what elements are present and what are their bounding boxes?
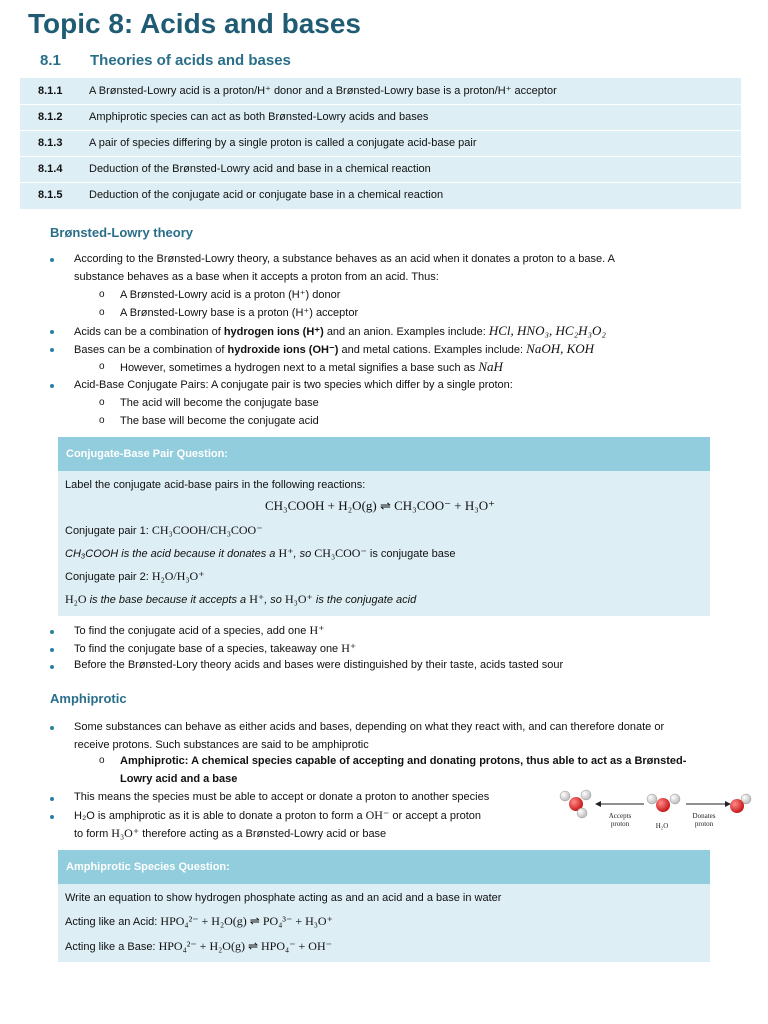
- pair2-note-water: H₂O: [65, 592, 87, 606]
- bullet-dot: [50, 258, 54, 262]
- objective-code: 8.1.2: [38, 111, 63, 123]
- objectives-table: [20, 78, 741, 209]
- water-text-post: therefore acting as a Brønsted-Lowry acid or base: [142, 828, 387, 840]
- bullet-dot: [50, 384, 54, 388]
- sub-bullet-acid: A Brønsted-Lowry acid is a proton (H⁺) donor: [120, 289, 341, 301]
- water-text-post: or accept a proton: [392, 810, 482, 822]
- donates-proton-caption: Donates proton: [692, 812, 716, 828]
- objective-row: [20, 182, 741, 208]
- objective-row: [20, 104, 741, 130]
- sub-bullet-circle: o: [99, 307, 105, 318]
- pair2-value: H₂O/H₃O⁺: [151, 569, 205, 583]
- water-molecule-figure: [556, 786, 756, 836]
- bases-examples: NaOH, KOH: [526, 341, 595, 356]
- acids-bold: hydrogen ions (H⁺): [223, 326, 324, 338]
- nah-text: However, sometimes a hydrogen next to a metal signifies a base such as: [120, 362, 476, 374]
- acid-label: Acting like an Acid:: [65, 916, 158, 928]
- bullet-dot: [50, 648, 54, 652]
- acids-line: [74, 324, 606, 339]
- bases-text-post: and metal cations. Examples include:: [341, 344, 524, 356]
- history-tip: Before the Brønsted-Lory theory acids and bases were distinguished by their taste, acids tasted sour: [74, 659, 564, 671]
- acid-equation-line: [65, 914, 333, 929]
- conjugate-question-header: [58, 437, 710, 471]
- conjugate-question-body: [58, 471, 710, 616]
- hydroxide-molecule-icon: [730, 794, 751, 813]
- water-caption: H₂O: [655, 822, 669, 830]
- base-equation-line: [65, 939, 332, 954]
- sub-bullet-circle: o: [99, 397, 105, 408]
- nah-example: NaH: [478, 359, 503, 374]
- objective-text: Deduction of the Brønsted-Lowry acid and base in a chemical reaction: [89, 163, 431, 175]
- pair1-note-base: CH₃COO⁻: [314, 546, 367, 560]
- bullet-dot: [50, 665, 54, 669]
- acids-examples: HCl, HNO₃, HC₂H₃O₂: [488, 323, 606, 338]
- conj-acid-tip: [74, 623, 324, 638]
- water-amphiprotic-line2: [74, 826, 386, 841]
- pair1-line: [65, 523, 263, 538]
- pair2-line: [65, 569, 205, 584]
- bronsted-intro-line2: substance behaves as a base when it accepts a proton from an acid. Thus:: [74, 271, 439, 283]
- amphiprotic-intro-line2: receive protons. Such substances are said to be amphiprotic: [74, 739, 369, 751]
- page-title: Topic 8: Acids and bases: [28, 8, 361, 39]
- objective-code: 8.1.3: [38, 137, 63, 149]
- objective-row: [20, 130, 741, 156]
- bullet-dot: [50, 726, 54, 730]
- bases-line: [74, 342, 594, 357]
- acids-text-post: and an anion. Examples include:: [326, 326, 486, 338]
- section-heading: [40, 52, 291, 69]
- conj-acid-tip-h: H⁺: [309, 623, 325, 637]
- pair1-label: Conjugate pair 1:: [65, 525, 149, 537]
- pair2-label: Conjugate pair 2:: [65, 571, 149, 583]
- accepts-proton-caption: Accepts proton: [608, 812, 632, 828]
- conjugate-pairs-line: Acid-Base Conjugate Pairs: A conjugate pair is two species which differ by a single proton:: [74, 379, 513, 391]
- acids-text: Acids can be a combination of: [74, 326, 221, 338]
- water-text: H₂O is amphiprotic as it is able to donate a proton to form a: [74, 810, 363, 822]
- pair2-note-h: H⁺: [249, 592, 265, 606]
- conj-acid-tip-text: To find the conjugate acid of a species, add one: [74, 625, 307, 637]
- water-amphiprotic-line1: [74, 808, 481, 823]
- pair2-note-end: is the conjugate acid: [315, 594, 417, 606]
- pair1-note-h: H⁺: [278, 546, 294, 560]
- water-text: to form: [74, 828, 109, 840]
- amphiprotic-question-header: [58, 850, 710, 884]
- objective-code: 8.1.5: [38, 189, 63, 201]
- pair2-note-so: , so: [264, 594, 282, 606]
- pair1-note-text: CH₃COOH is the acid because it donates a: [65, 548, 276, 560]
- bronsted-intro-line1: According to the Brønsted-Lowry theory, a substance behaves as an acid when it donates a proton to a base. A: [74, 253, 615, 265]
- acid-equation: HPO₄²⁻ + H₂O(g) ⇌ PO₄³⁻ + H₃O⁺: [160, 914, 333, 928]
- amphiprotic-accept-donate: This means the species must be able to accept or donate a proton to another species: [74, 791, 490, 803]
- water-molecule-icon: [647, 794, 680, 812]
- sub-bullet-circle: o: [99, 415, 105, 426]
- conj-base-tip: [74, 641, 356, 656]
- base-equation: HPO₄²⁻ + H₂O(g) ⇌ HPO₄⁻ + OH⁻: [158, 939, 332, 953]
- sub-bullet-circle: o: [99, 755, 105, 766]
- amphiprotic-heading: Amphiprotic: [50, 691, 127, 706]
- question1-prompt: Label the conjugate acid-base pairs in the following reactions:: [65, 479, 366, 491]
- bullet-dot: [50, 630, 54, 634]
- objective-text: A Brønsted-Lowry acid is a proton/H⁺ donor and a Brønsted-Lowry base is a proton/H⁺ acceptor: [89, 85, 557, 97]
- pair1-note: [65, 546, 456, 561]
- section-title: Theories of acids and bases: [90, 52, 291, 69]
- section-number: 8.1: [40, 52, 61, 69]
- pair2-note: [65, 592, 416, 607]
- amphiprotic-intro-line1: Some substances can behave as either acids and bases, depending on what they react with, and can therefore donate or: [74, 721, 665, 733]
- sub-bullet-base-becomes: The base will become the conjugate acid: [120, 415, 319, 427]
- pair2-note-acid: H₃O⁺: [284, 592, 313, 606]
- objective-text: Amphiprotic species can act as both Brønsted-Lowry acids and bases: [89, 111, 429, 123]
- amphiprotic-question-body: [58, 884, 710, 962]
- bronsted-heading: Brønsted-Lowry theory: [50, 225, 194, 240]
- pair1-note-end: is conjugate base: [369, 548, 456, 560]
- bullet-dot: [50, 797, 54, 801]
- amphiprotic-question-title: Amphiprotic Species Question:: [66, 861, 230, 873]
- hydroxide-formula: OH⁻: [365, 808, 390, 822]
- amphiprotic-definition-line2: Lowry acid and a base: [120, 773, 238, 785]
- objective-text: A pair of species differing by a single proton is called a conjugate acid-base pair: [89, 137, 477, 149]
- bullet-dot: [50, 330, 54, 334]
- sub-bullet-circle: o: [99, 289, 105, 300]
- conj-base-tip-text: To find the conjugate base of a species, takeaway one: [74, 643, 339, 655]
- sub-bullet-nah: [120, 360, 503, 375]
- bases-text: Bases can be a combination of: [74, 344, 225, 356]
- sub-bullet-base: A Brønsted-Lowry base is a proton (H⁺) acceptor: [120, 307, 359, 319]
- objective-row: [20, 78, 741, 104]
- conj-base-tip-h: H⁺: [341, 641, 357, 655]
- objective-text: Deduction of the conjugate acid or conjugate base in a chemical reaction: [89, 189, 444, 201]
- bases-bold: hydroxide ions (OH⁻): [227, 344, 339, 356]
- amphiprotic-definition-line1: Amphiprotic: A chemical species capable of accepting and donating protons, thus able to act as a Brønsted-: [120, 755, 687, 767]
- objective-row: [20, 156, 741, 182]
- sub-bullet-acid-becomes: The acid will become the conjugate base: [120, 397, 319, 409]
- question1-equation: CH₃COOH + H₂O(g) ⇌ CH₃COO⁻ + H₃O⁺: [265, 498, 496, 513]
- objective-code: 8.1.1: [38, 85, 63, 97]
- sub-bullet-circle: o: [99, 361, 105, 372]
- hydronium-molecule-icon: [560, 790, 591, 818]
- molecule-diagram: [556, 786, 756, 820]
- objective-code: 8.1.4: [38, 163, 63, 175]
- base-label: Acting like a Base:: [65, 941, 156, 953]
- pair1-note-so: , so: [293, 548, 312, 560]
- question2-prompt: Write an equation to show hydrogen phosphate acting as and an acid and a base in water: [65, 892, 502, 904]
- hydronium-formula: H₃O⁺: [111, 826, 140, 840]
- bullet-dot: [50, 815, 54, 819]
- pair2-note-text: is the base because it accepts a: [89, 594, 247, 606]
- pair1-value: CH₃COOH/CH₃COO⁻: [151, 523, 263, 537]
- conjugate-question-title: Conjugate-Base Pair Question:: [66, 448, 228, 460]
- bullet-dot: [50, 348, 54, 352]
